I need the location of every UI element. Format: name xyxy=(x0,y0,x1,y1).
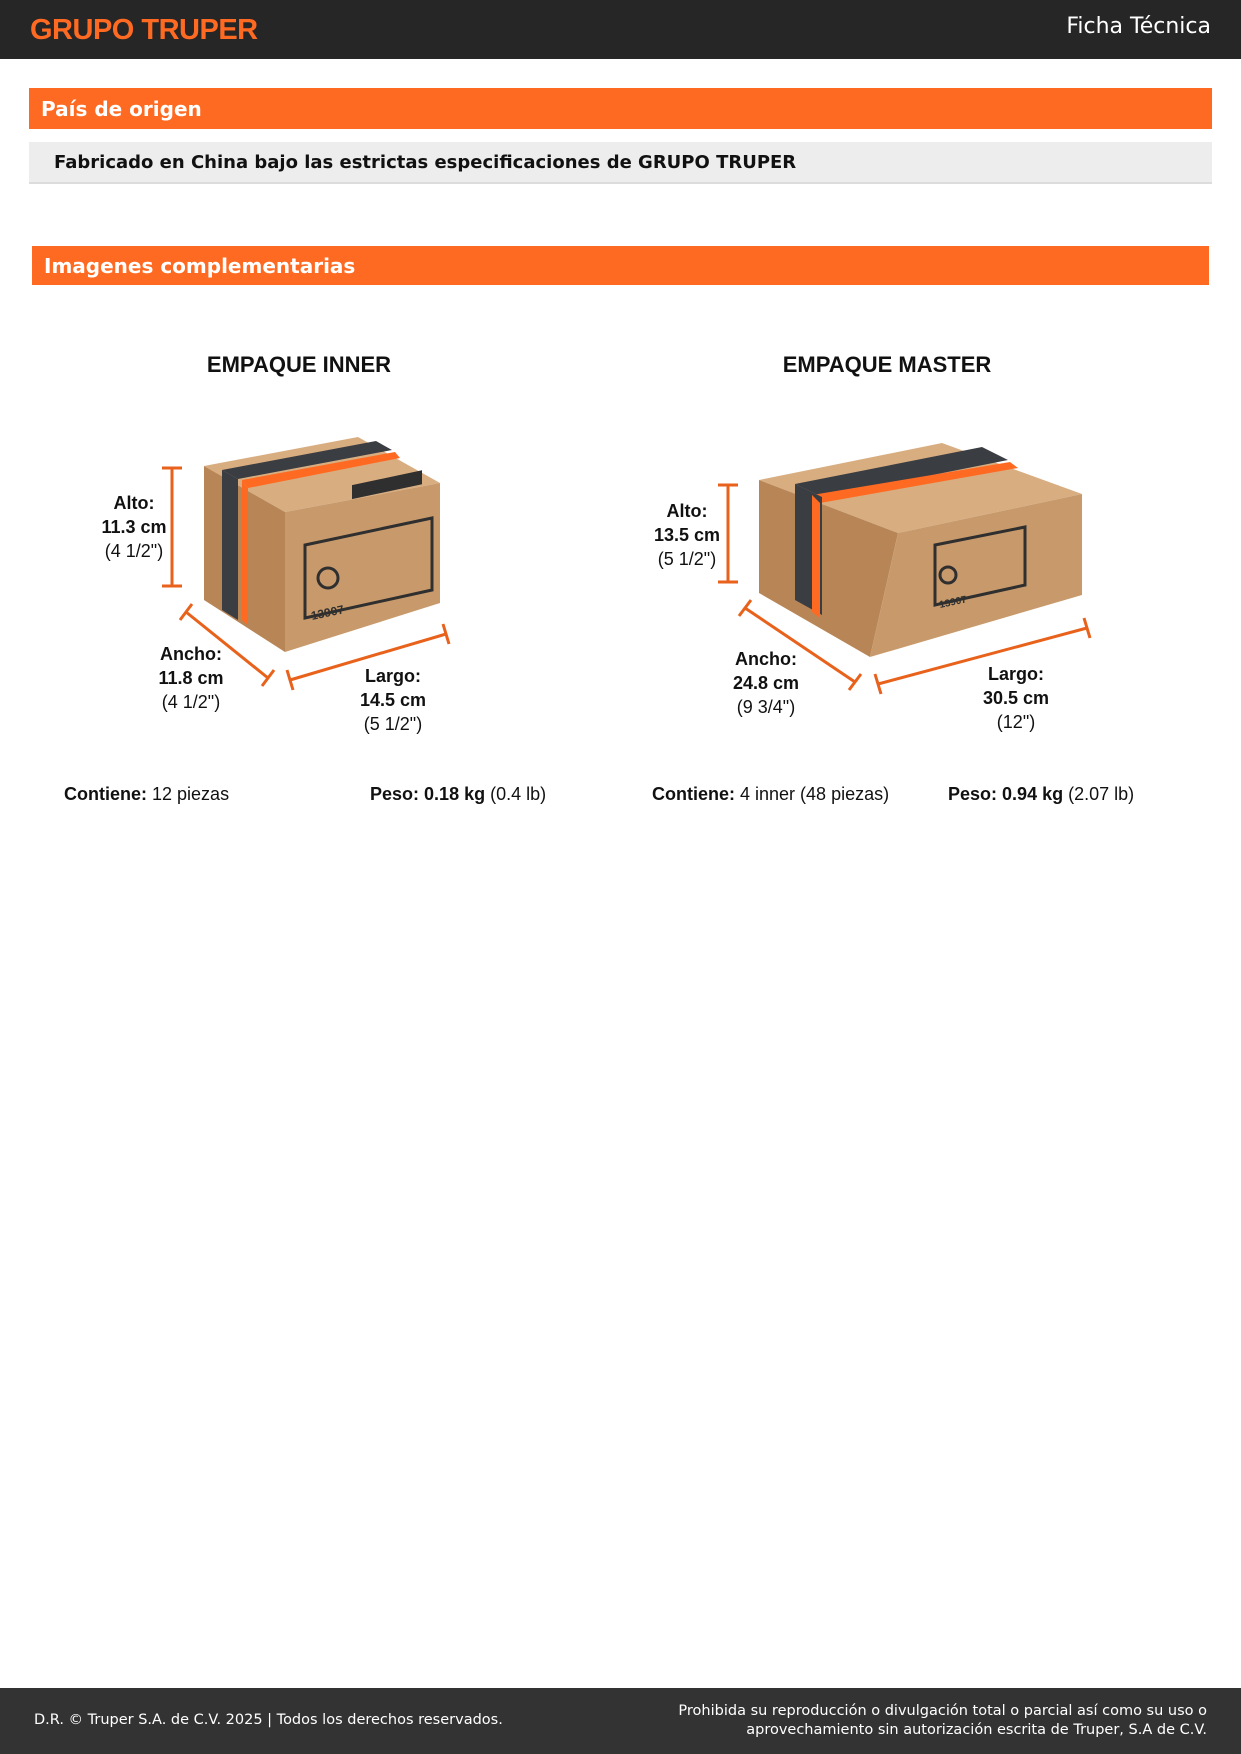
footer-disclaimer-line1: Prohibida su reproducción o divulgación total o parcial así como su uso o xyxy=(678,1703,1207,1719)
inner-contiene xyxy=(64,784,229,805)
document-title: Ficha Técnica xyxy=(1066,14,1211,39)
inner-contiene-label: Contiene: xyxy=(64,784,147,804)
inner-alto-key: Alto: xyxy=(113,493,155,513)
inner-largo-key: Largo: xyxy=(365,666,421,686)
inner-largo-in: (5 1/2") xyxy=(363,714,423,734)
inner-peso-value: 0.18 kg xyxy=(424,784,486,804)
master-box-code: 13907 xyxy=(938,594,968,611)
master-pack-title: EMPAQUE MASTER xyxy=(782,352,992,377)
truper-logo: GRUPO TRUPER xyxy=(30,14,258,46)
master-peso-label: Peso: xyxy=(948,784,998,804)
inner-largo-label xyxy=(333,664,453,736)
master-alto-label xyxy=(627,499,747,571)
inner-largo-cm: 14.5 cm xyxy=(359,690,427,710)
inner-box-code: 13907 xyxy=(309,602,346,623)
inner-ancho-key: Ancho: xyxy=(160,644,222,664)
inner-ancho-cm: 11.8 cm xyxy=(158,668,224,688)
master-largo-label xyxy=(956,662,1076,734)
inner-contiene-value: 12 piezas xyxy=(152,784,230,804)
inner-peso-label: Peso: xyxy=(370,784,420,804)
inner-peso xyxy=(370,784,546,805)
section-header-origin: País de origen xyxy=(29,88,1212,129)
inner-alto-in: (4 1/2") xyxy=(104,541,164,561)
master-peso-lb: (2.07 lb) xyxy=(1068,784,1135,804)
section-header-images: Imagenes complementarias xyxy=(32,246,1209,285)
master-largo-in: (12") xyxy=(996,712,1036,732)
master-ancho-key: Ancho: xyxy=(735,649,797,669)
master-ancho-in: (9 3/4") xyxy=(736,697,796,717)
footer-disclaimer xyxy=(647,1702,1207,1740)
master-contiene-label: Contiene: xyxy=(652,784,735,804)
page-footer xyxy=(0,1688,1241,1754)
master-largo-key: Largo: xyxy=(988,664,1044,684)
origin-text: Fabricado en China bajo las estrictas especificaciones de GRUPO TRUPER xyxy=(29,142,1212,184)
master-contiene xyxy=(652,784,889,805)
footer-copyright: D.R. © Truper S.A. de C.V. 2025 | Todos los derechos reservados. xyxy=(34,1712,503,1728)
master-ancho-cm: 24.8 cm xyxy=(732,673,800,693)
master-alto-cm: 13.5 cm xyxy=(653,525,721,545)
footer-disclaimer-line2: aprovechamiento sin autorización escrita de Truper, S.A de C.V. xyxy=(746,1722,1207,1738)
master-peso-value: 0.94 kg xyxy=(1002,784,1064,804)
inner-ancho-label xyxy=(131,642,251,714)
inner-pack-title: EMPAQUE INNER xyxy=(206,352,392,377)
inner-alto-cm: 11.3 cm xyxy=(101,517,167,537)
master-alto-key: Alto: xyxy=(666,501,708,521)
inner-peso-lb: (0.4 lb) xyxy=(490,784,547,804)
master-peso xyxy=(948,784,1134,805)
inner-alto-label xyxy=(74,491,194,563)
master-ancho-label xyxy=(706,647,826,719)
master-contiene-value: 4 inner (48 piezas) xyxy=(740,784,890,804)
master-largo-cm: 30.5 cm xyxy=(982,688,1050,708)
inner-ancho-in: (4 1/2") xyxy=(161,692,221,712)
master-alto-in: (5 1/2") xyxy=(657,549,717,569)
